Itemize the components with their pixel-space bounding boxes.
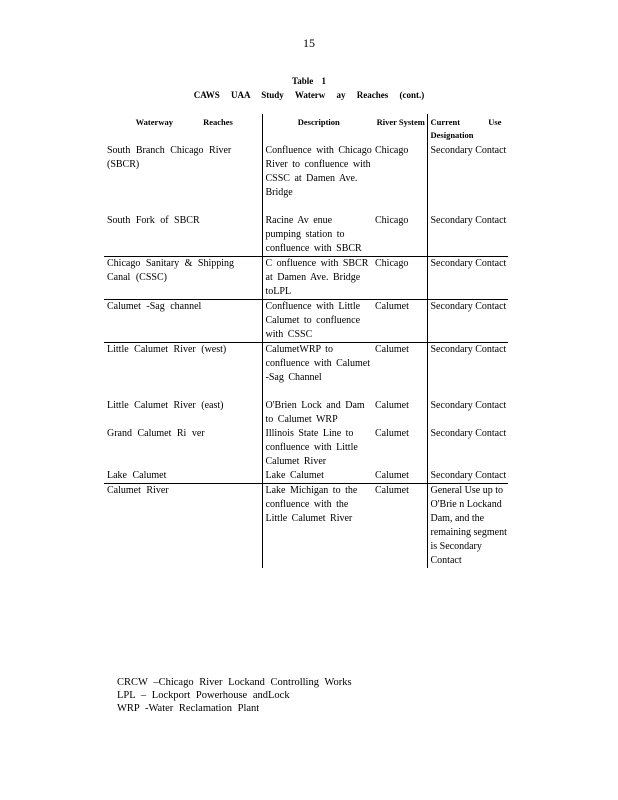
cell-current-use: Secondary Contact bbox=[427, 399, 508, 427]
note-line: CRCW –Chicago River Lockand Controlling Works bbox=[117, 677, 352, 688]
cell-description: CalumetWRP to confluence with Calumet -Sag Channel bbox=[262, 343, 372, 400]
cell-river-system: Calumet bbox=[372, 484, 427, 569]
cell-waterway: Little Calumet River (west) bbox=[104, 343, 262, 400]
table-row bbox=[104, 484, 508, 569]
cell-waterway: Lake Calumet bbox=[107, 470, 167, 481]
table-row bbox=[104, 427, 508, 469]
cell-description: Illinois State Line to confluence with Little Calumet River bbox=[262, 427, 372, 469]
header-waterway: Waterway Reaches bbox=[135, 117, 233, 127]
cell-current-use: Secondary Contact bbox=[427, 469, 508, 484]
cell-river-system: Calumet bbox=[375, 400, 409, 411]
note-line: LPL – Lockport Powerhouse andLock bbox=[117, 690, 290, 701]
abbreviation-notes bbox=[117, 676, 352, 715]
cell-waterway: Grand Calumet Ri ver bbox=[107, 428, 205, 439]
cell-current-use: Secondary Contact bbox=[427, 343, 508, 400]
note-line: WRP -Water Reclamation Plant bbox=[117, 703, 260, 714]
table-row bbox=[104, 214, 508, 257]
header-description: Description bbox=[262, 114, 372, 144]
cell-river-system: Chicago bbox=[372, 257, 427, 300]
table-row bbox=[104, 257, 508, 300]
cell-description: Lake Calumet bbox=[262, 469, 372, 484]
cell-description: Confluence with Little Calumet to confluence with CSSC bbox=[262, 300, 372, 343]
cell-waterway: Calumet -Sag channel bbox=[104, 300, 262, 343]
cell-current-use: General Use up to O'Brie n Lockand Dam, and the remaining segment is Secondary Contact bbox=[427, 484, 508, 569]
table-row bbox=[104, 469, 508, 484]
cell-waterway: Calumet River bbox=[104, 484, 262, 569]
cell-river-system: Calumet bbox=[375, 428, 409, 439]
cell-current-use: Secondary Contact bbox=[427, 144, 508, 214]
table-row bbox=[104, 399, 508, 427]
table-row bbox=[104, 343, 508, 400]
cell-river-system: Calumet bbox=[375, 470, 409, 481]
cell-description: Lake Michigan to the confluence with the Little Calumet River bbox=[262, 484, 372, 569]
table-label: Table 1 bbox=[292, 76, 326, 86]
cell-current-use: Secondary Contact bbox=[427, 427, 508, 469]
cell-waterway: South Fork of SBCR bbox=[107, 215, 200, 226]
header-current-use: Current Use Designation bbox=[427, 114, 508, 144]
cell-river-system: Calumet bbox=[372, 300, 427, 343]
cell-river-system: Chicago bbox=[375, 145, 409, 156]
cell-river-system: Chicago bbox=[375, 215, 409, 226]
table-title: CAWS UAA Study Waterw ay Reaches (cont.) bbox=[193, 90, 425, 100]
page-number: 15 bbox=[303, 36, 315, 50]
cell-description: Racine Av enue pumping station to confluence with SBCR bbox=[262, 214, 372, 257]
cell-description: Confluence with Chicago River to confluence with CSSC at Damen Ave. Bridge bbox=[262, 144, 372, 214]
cell-river-system: Calumet bbox=[372, 343, 427, 400]
cell-waterway: Little Calumet River (east) bbox=[107, 400, 224, 411]
cell-current-use: Secondary Contact bbox=[427, 300, 508, 343]
cell-waterway: Chicago Sanitary & Shipping Canal (CSSC) bbox=[104, 257, 262, 300]
table-header-row bbox=[104, 114, 508, 144]
table-row bbox=[104, 144, 508, 214]
cell-current-use: Secondary Contact bbox=[427, 257, 508, 300]
header-river-system: River System bbox=[376, 117, 425, 127]
cell-description: O'Brien Lock and Dam to Calumet WRP bbox=[262, 399, 372, 427]
cell-waterway: South Branch Chicago River (SBCR) bbox=[107, 145, 232, 170]
cell-description: C onfluence with SBCR at Damen Ave. Bridge toLPL bbox=[262, 257, 372, 300]
table-row bbox=[104, 300, 508, 343]
cell-current-use: Secondary Contact bbox=[427, 214, 508, 257]
waterway-reaches-table bbox=[104, 114, 508, 568]
